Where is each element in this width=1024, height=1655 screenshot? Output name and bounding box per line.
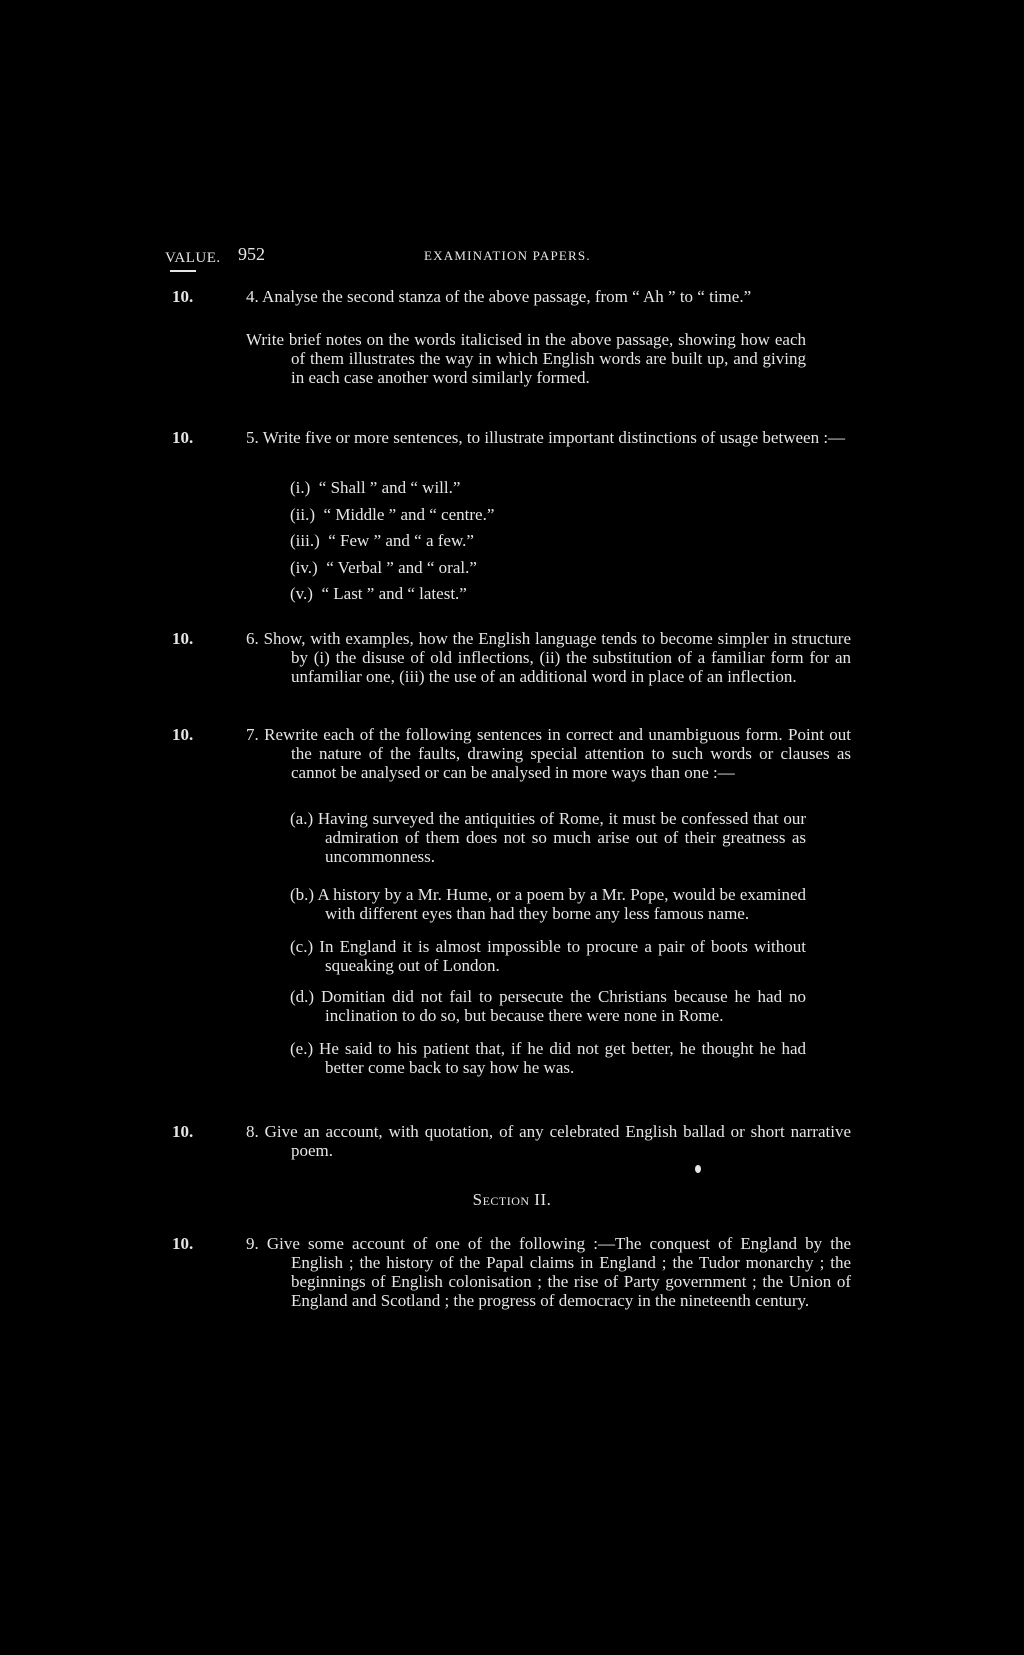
printer-mark [695, 1165, 701, 1173]
usage-pair: (ii.) “ Middle ” and “ centre.” [290, 504, 495, 524]
question-4-marks: 10. [172, 287, 194, 306]
question-7-text: 7. Rewrite each of the following sentences in correct and unambiguous form. Point out the nature of the faults, drawing special attention to such words or clauses as cannot be analysed or can be analysed in more ways than one :— [246, 725, 851, 782]
question-6-marks: 10. [172, 629, 194, 648]
faulty-sentence: (c.) In England it is almost impossible to procure a pair of boots without squeaking out of London. [290, 937, 806, 975]
usage-pair: (iv.) “ Verbal ” and “ oral.” [290, 557, 477, 577]
usage-pair: (v.) “ Last ” and “ latest.” [290, 584, 467, 603]
question-9-marks: 10. [172, 1234, 194, 1253]
question-4-text: 4. Analyse the second stanza of the above passage, from “ Ah ” to “ time.” [246, 287, 752, 306]
question-7-sentences [290, 809, 806, 1077]
faulty-sentence: (a.) Having surveyed the antiquities of Rome, it must be confessed that our admiration of them does not so much arise out of their greatness as uncommonness. [290, 809, 806, 866]
question-4-notes-text: Write brief notes on the words italicised in the above passage, showing how each of them illustrates the way in which English words are built up, and giving in each case another word similarly formed. [246, 330, 806, 387]
section-heading: Section II. [472, 1190, 552, 1209]
faulty-sentence: (b.) A history by a Mr. Hume, or a poem by a Mr. Pope, would be examined with different eyes than had they borne any less famous name. [290, 885, 806, 923]
question-5-text: 5. Write five or more sentences, to illustrate important distinctions of usage between :— [246, 428, 846, 447]
question-5-marks: 10. [172, 428, 194, 447]
page-number: 952 [238, 244, 265, 264]
faulty-sentence: (e.) He said to his patient that, if he did not get better, he thought he had better come back to say how he was. [290, 1039, 806, 1077]
question-4-notes [246, 330, 806, 387]
question-8-text: 8. Give an account, with quotation, of any celebrated English ballad or short narrative poem. [246, 1122, 851, 1160]
question-9-text: 9. Give some account of one of the following :—The conquest of England by the English ; the history of the Papal claims in England ; the Tudor monarchy ; the beginnings of English colonisation ; the rise of Party government ; the Union of England and Scotland ; the progress of democracy in the nineteenth century. [246, 1234, 851, 1310]
question-5-usage-list [290, 475, 494, 608]
running-title: EXAMINATION PAPERS. [424, 248, 591, 263]
value-underline [170, 270, 196, 272]
question-6-text: 6. Show, with examples, how the English language tends to become simpler in structure by (i) the disuse of old inflections, (ii) the substitution of a familiar form for an unfamiliar one, (iii) the use of an additional word in place of an inflection. [246, 629, 851, 686]
faulty-sentence: (d.) Domitian did not fail to persecute the Christians because he had no inclination to do so, but because there were none in Rome. [290, 987, 806, 1025]
usage-pair: (i.) “ Shall ” and “ will.” [290, 478, 461, 497]
usage-pair: (iii.) “ Few ” and “ a few.” [290, 531, 474, 550]
question-7-marks: 10. [172, 725, 194, 744]
question-8-marks: 10. [172, 1122, 194, 1141]
value-column-label: VALUE. [165, 250, 221, 266]
